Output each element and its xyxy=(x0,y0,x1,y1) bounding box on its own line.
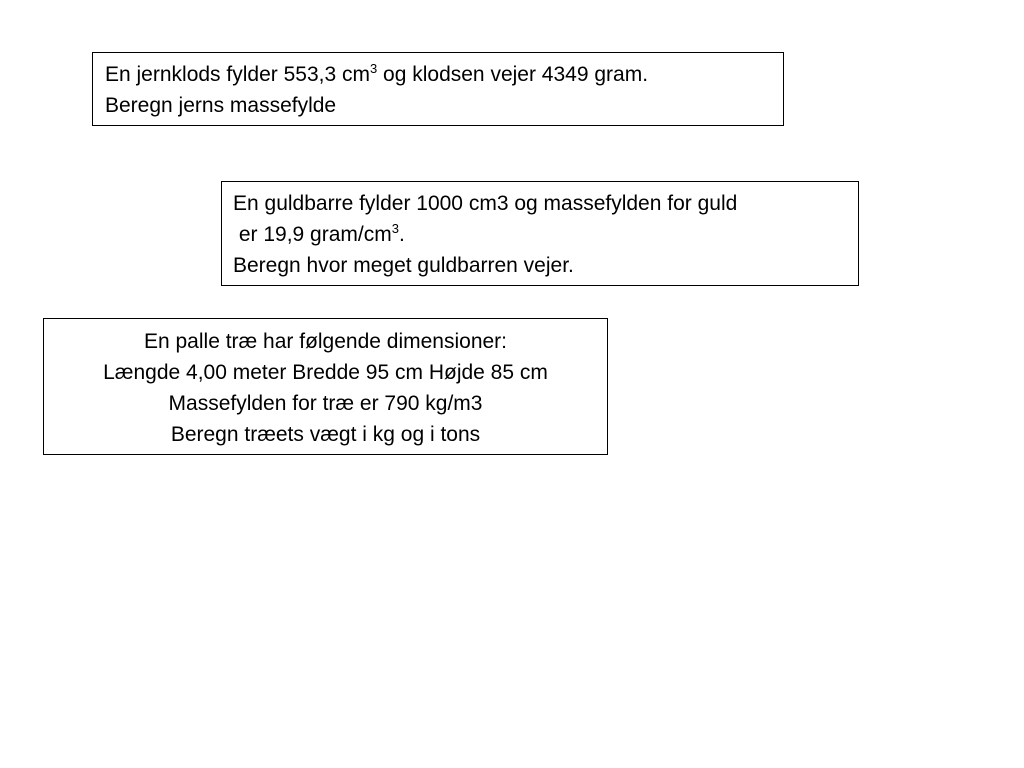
problem-3-line-3: Massefylden for træ er 790 kg/m3 xyxy=(168,392,483,415)
problem-2-line-3: Beregn hvor meget guldbarren vejer. xyxy=(233,254,574,277)
problem-2-line-2-after: . xyxy=(398,223,405,246)
problem-box-gold-bar-weight xyxy=(221,181,859,286)
problem-box-wood-pallet-weight xyxy=(43,318,608,455)
problem-2-line-1: En guldbarre fylder 1000 cm3 og massefylden for guld xyxy=(233,192,738,215)
problem-3-line-4: Beregn træets vægt i kg og i tons xyxy=(170,423,481,446)
problem-1-line-1-text: En jernklods fylder 553,3 cm xyxy=(105,63,370,86)
problem-3-line-2: Længde 4,00 meter Bredde 95 cm Højde 85 cm xyxy=(103,361,548,384)
problem-2-line-2 xyxy=(233,219,858,250)
problem-1-line-1 xyxy=(105,59,783,90)
problem-2-line-2-text: er 19,9 gram/cm xyxy=(233,223,392,246)
problem-3-line-1: En palle træ har følgende dimensioner: xyxy=(143,330,508,353)
superscript-exponent: 3 xyxy=(369,61,378,76)
problem-1-line-1-after: og klodsen vejer 4349 gram. xyxy=(377,63,649,86)
problem-1-line-2: Beregn jerns massefylde xyxy=(105,94,337,117)
problem-box-iron-density xyxy=(92,52,784,126)
superscript-exponent: 3 xyxy=(391,221,399,236)
